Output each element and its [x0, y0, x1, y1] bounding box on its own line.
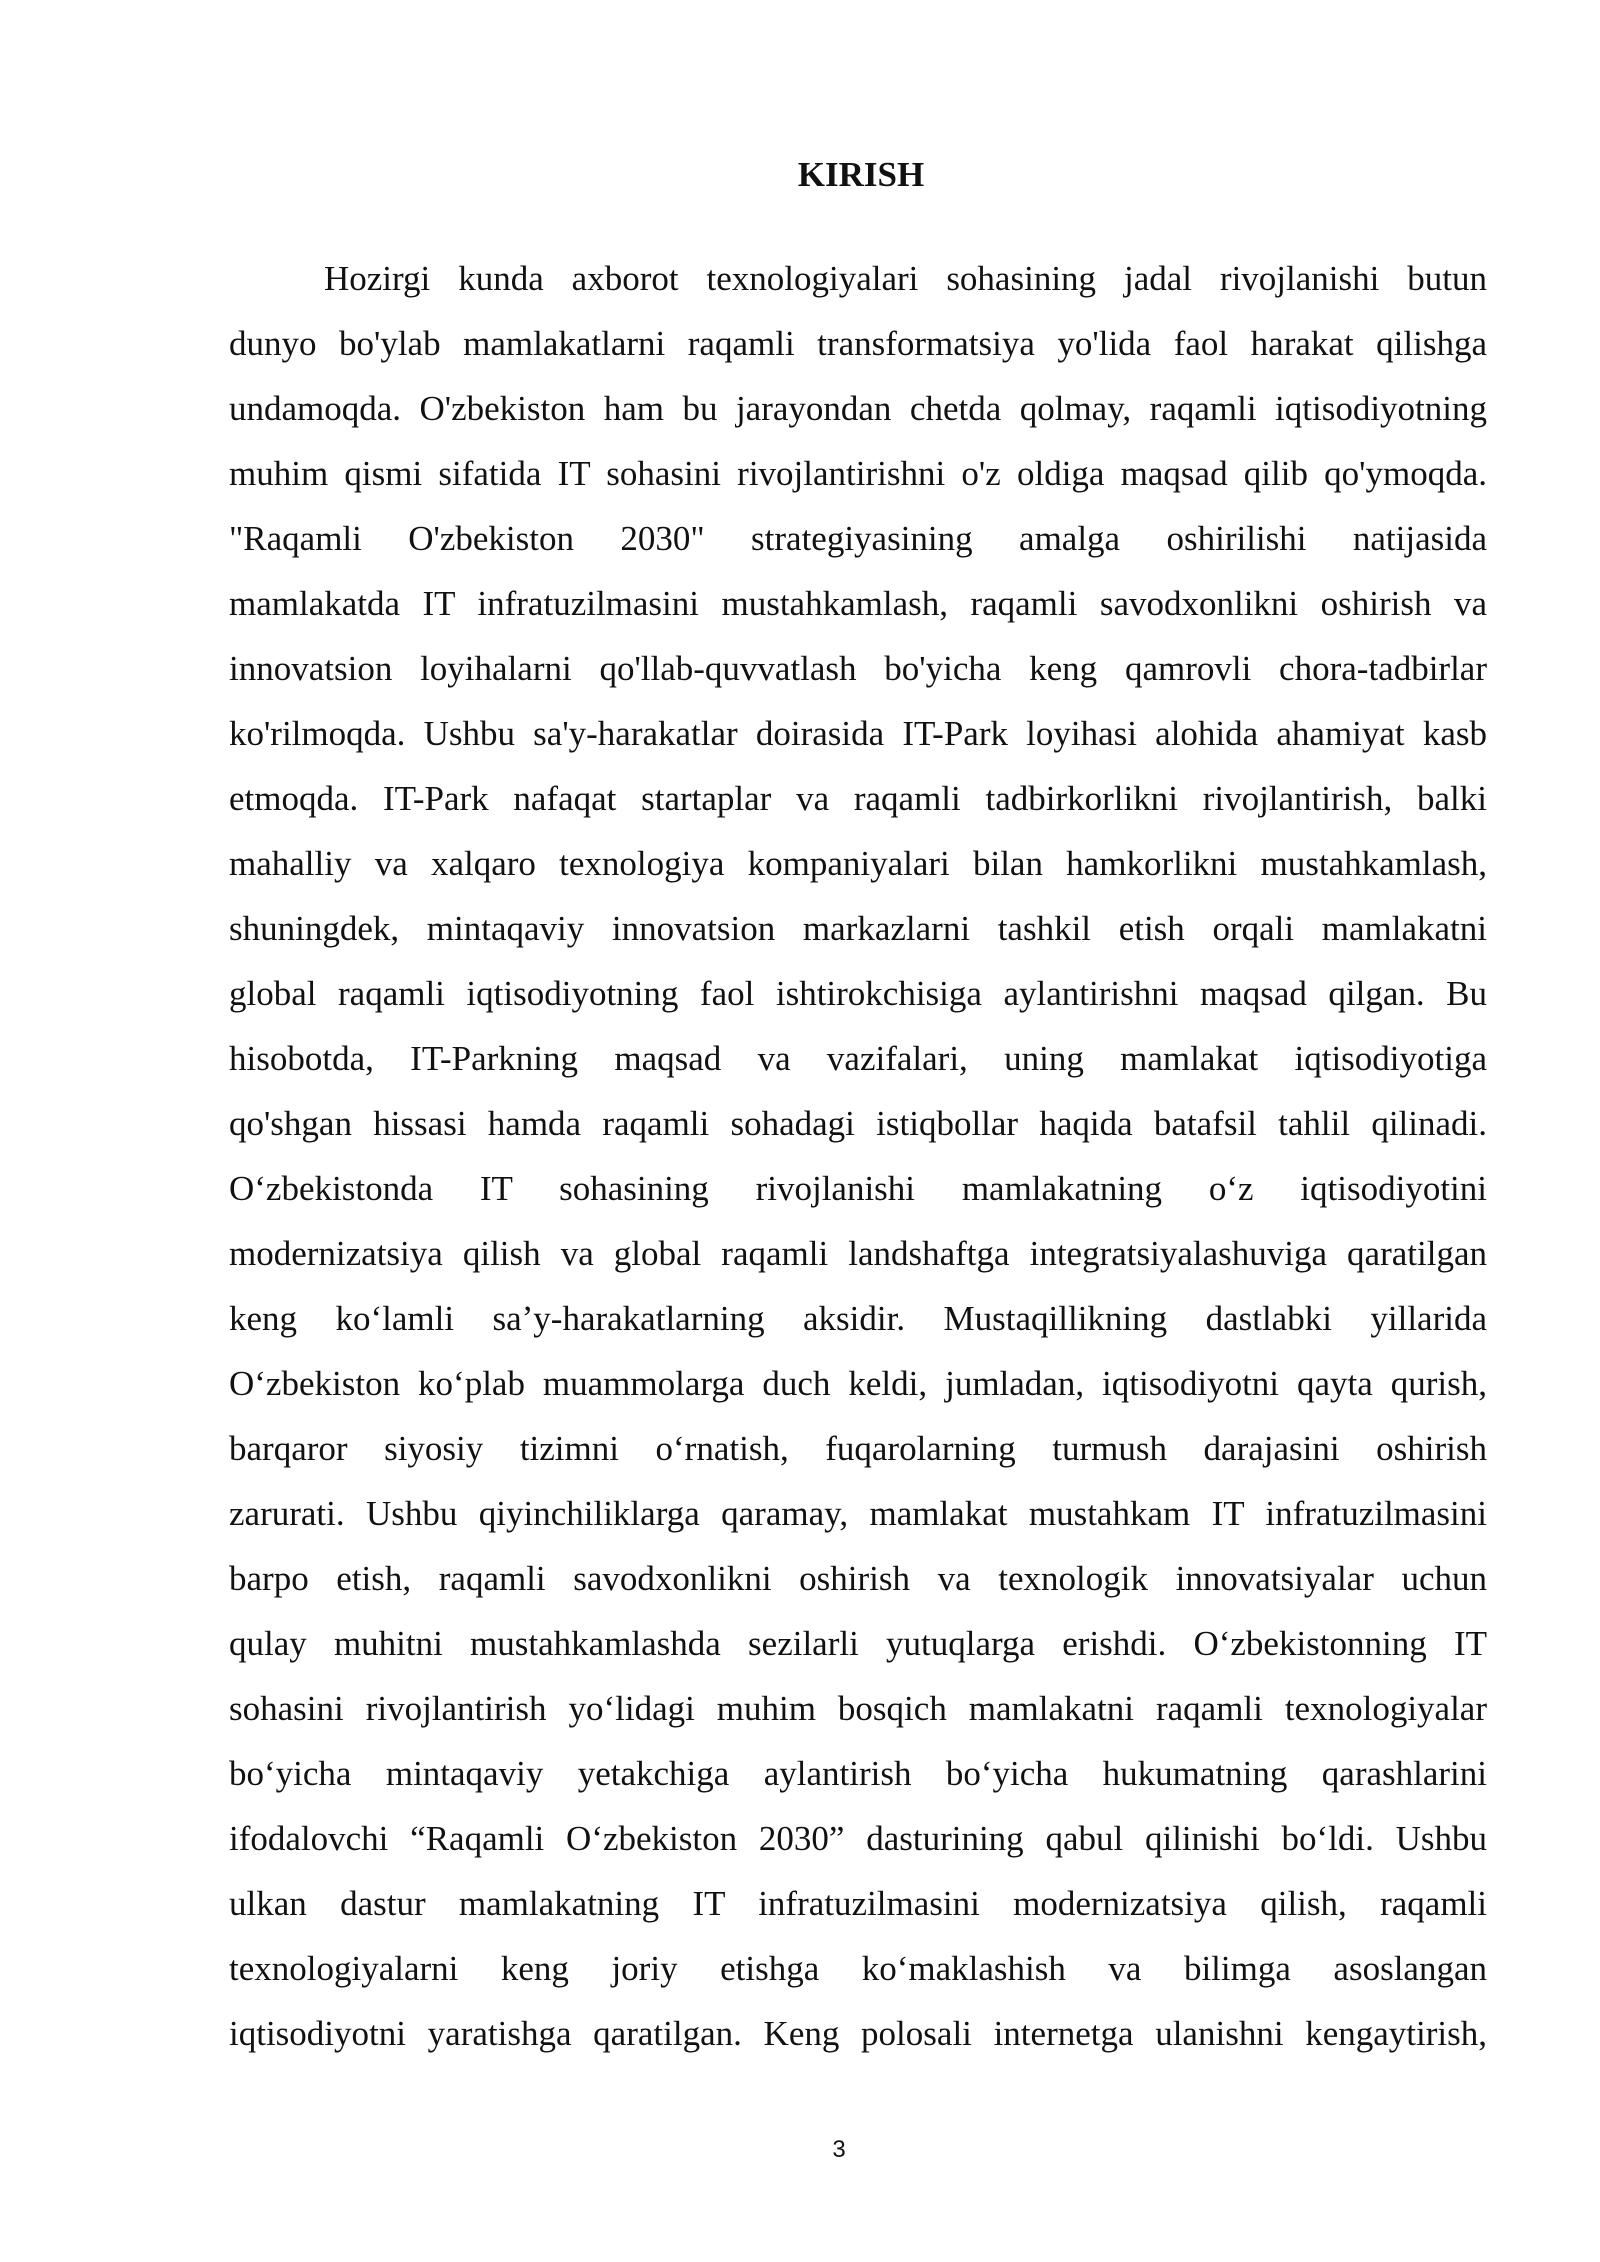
paragraph-line: ko'rilmoqda. Ushbu sa'y-harakatlar doirasida IT-Park loyihasi alohida ahamiyat kasb — [229, 714, 1487, 753]
paragraph-line: innovatsion loyihalarni qo'llab-quvvatlash bo'yicha keng qamrovli chora-tadbirlar — [229, 649, 1487, 688]
paragraph-line: sohasini rivojlantirish yoʻlidagi muhim bosqich mamlakatni raqamli texnologiyalar — [229, 1689, 1487, 1728]
paragraph-line: iqtisodiyotni yaratishga qaratilgan. Keng polosali internetga ulanishni kengaytirish, — [229, 2014, 1487, 2053]
paragraph-line: mamlakatda IT infratuzilmasini mustahkamlash, raqamli savodxonlikni oshirish va — [229, 584, 1487, 623]
paragraph-line: Hozirgi kunda axborot texnologiyalari sohasining jadal rivojlanishi butun — [324, 259, 1487, 298]
paragraph-line: barpo etish, raqamli savodxonlikni oshirish va texnologik innovatsiyalar uchun — [229, 1559, 1487, 1598]
paragraph-line: modernizatsiya qilish va global raqamli landshaftga integratsiyalashuviga qaratilgan — [229, 1234, 1487, 1273]
paragraph-line: "Raqamli O'zbekiston 2030" strategiyasining amalga oshirilishi natijasida — [229, 519, 1487, 558]
paragraph-line: Oʻzbekistonda IT sohasining rivojlanishi mamlakatning oʻz iqtisodiyotini — [229, 1169, 1487, 1208]
paragraph-line: undamoqda. O'zbekiston ham bu jarayondan chetda qolmay, raqamli iqtisodiyotning — [229, 389, 1487, 428]
paragraph-line: dunyo bo'ylab mamlakatlarni raqamli transformatsiya yo'lida faol harakat qilishga — [229, 324, 1487, 363]
paragraph-line: barqaror siyosiy tizimni oʻrnatish, fuqarolarning turmush darajasini oshirish — [229, 1429, 1487, 1468]
page-title: KIRISH — [797, 155, 925, 194]
paragraph-line: ifodalovchi “Raqamli Oʻzbekiston 2030” dasturining qabul qilinishi boʻldi. Ushbu — [229, 1819, 1487, 1858]
body-paragraph — [229, 246, 1487, 2066]
paragraph-line: keng koʻlamli saʼy-harakatlarning aksidir. Mustaqillikning dastlabki yillarida — [229, 1299, 1487, 1338]
paragraph-line: muhim qismi sifatida IT sohasini rivojlantirishni o'z oldiga maqsad qilib qo'ymoqda. — [229, 454, 1487, 493]
paragraph-line: zarurati. Ushbu qiyinchiliklarga qaramay, mamlakat mustahkam IT infratuzilmasini — [229, 1494, 1487, 1533]
paragraph-line: hisobotda, IT-Parkning maqsad va vazifalari, uning mamlakat iqtisodiyotiga — [229, 1039, 1487, 1078]
page-number: 3 — [832, 2136, 846, 2163]
paragraph-line: qo'shgan hissasi hamda raqamli sohadagi istiqbollar haqida batafsil tahlil qilinadi. — [229, 1104, 1487, 1143]
paragraph-line: etmoqda. IT-Park nafaqat startaplar va raqamli tadbirkorlikni rivojlantirish, balki — [229, 779, 1487, 818]
paragraph-line: mahalliy va xalqaro texnologiya kompaniyalari bilan hamkorlikni mustahkamlash, — [229, 844, 1487, 883]
paragraph-line: qulay muhitni mustahkamlashda sezilarli yutuqlarga erishdi. Oʻzbekistonning IT — [229, 1624, 1487, 1663]
paragraph-line: global raqamli iqtisodiyotning faol ishtirokchisiga aylantirishni maqsad qilgan. Bu — [229, 974, 1487, 1013]
paragraph-line: shuningdek, mintaqaviy innovatsion markazlarni tashkil etish orqali mamlakatni — [229, 909, 1487, 948]
paragraph-line: boʻyicha mintaqaviy yetakchiga aylantirish boʻyicha hukumatning qarashlarini — [229, 1754, 1487, 1793]
paragraph-line: ulkan dastur mamlakatning IT infratuzilmasini modernizatsiya qilish, raqamli — [229, 1884, 1487, 1923]
paragraph-line: Oʻzbekiston koʻplab muammolarga duch keldi, jumladan, iqtisodiyotni qayta qurish, — [229, 1364, 1487, 1403]
paragraph-line: texnologiyalarni keng joriy etishga koʻmaklashish va bilimga asoslangan — [229, 1949, 1487, 1988]
